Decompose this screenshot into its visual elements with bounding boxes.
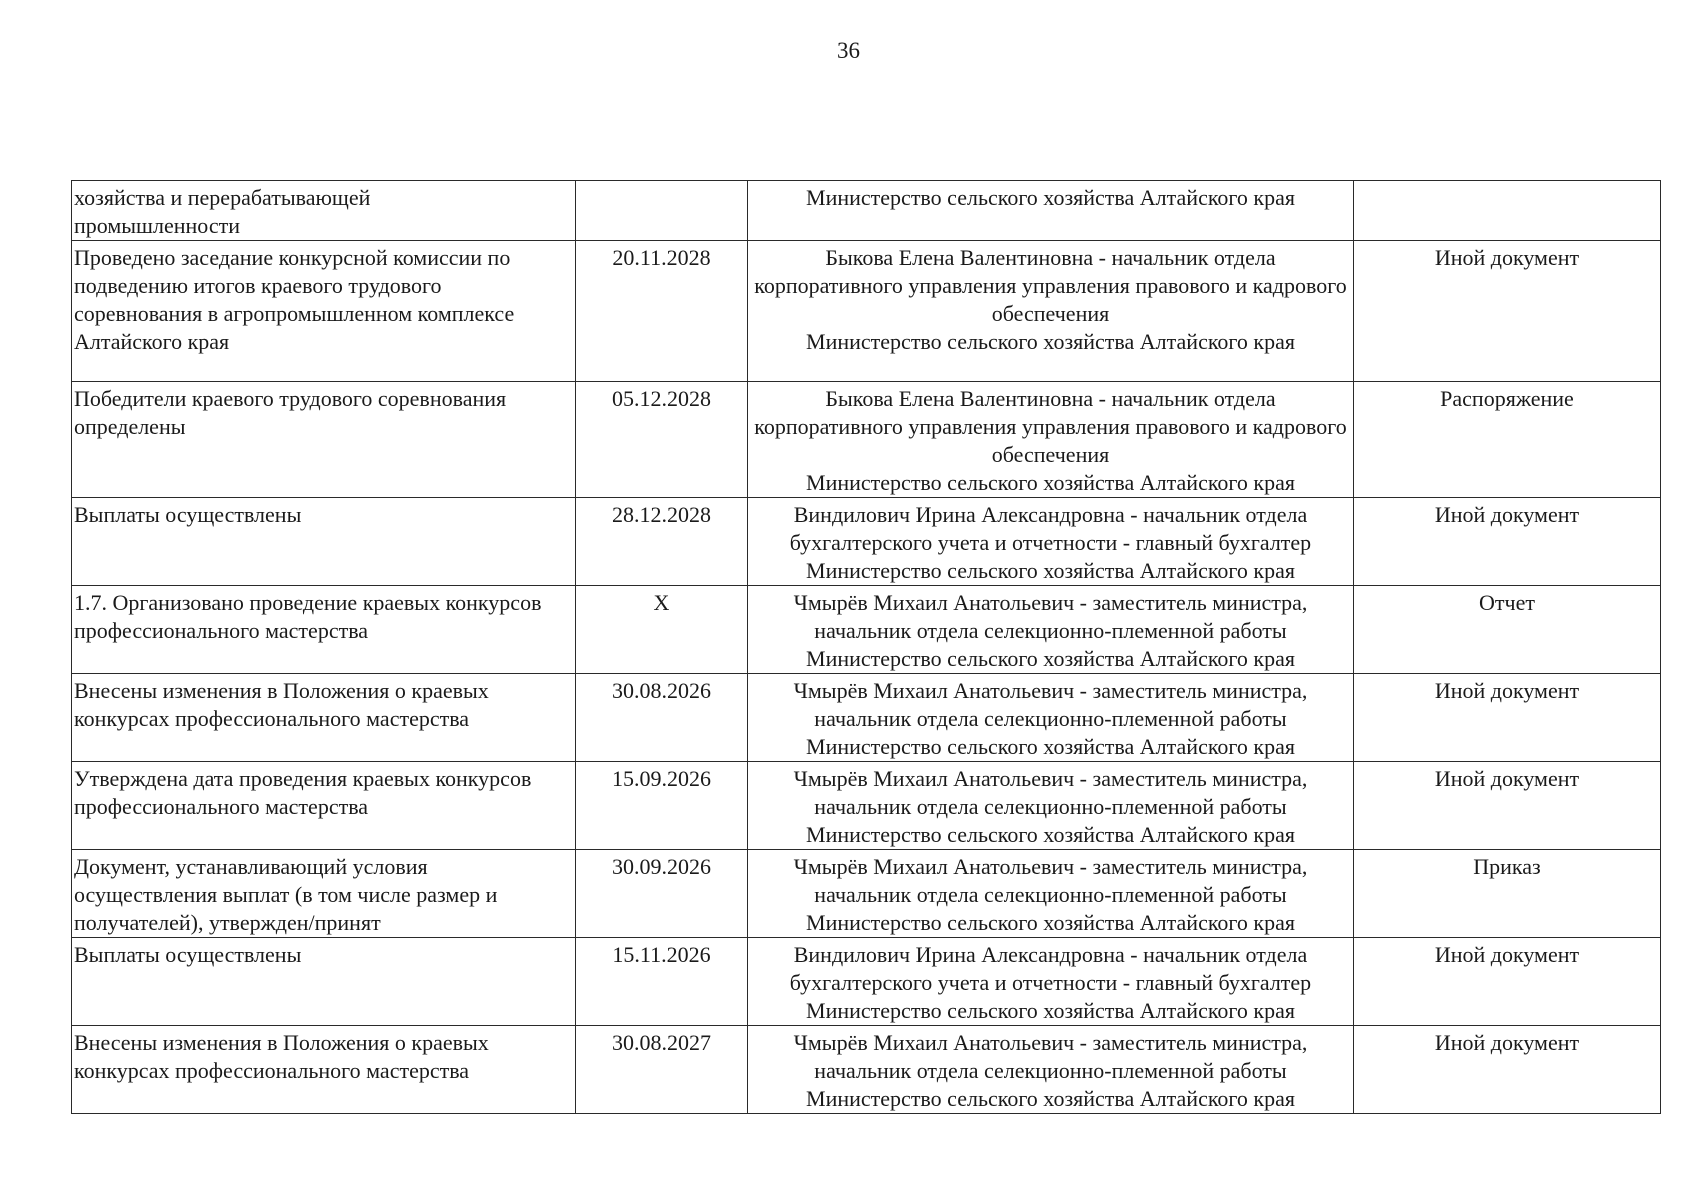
- task-cell: 1.7. Организовано проведение краевых конкурсов профессионального мастерства: [72, 586, 576, 674]
- table-row: [72, 181, 1661, 241]
- responsible-cell: Чмырёв Михаил Анатольевич - заместитель министра, начальник отдела селекционно-племенной работы Министерство сельского хозяйства Алтайского края: [748, 586, 1354, 674]
- document-type-cell: Иной документ: [1354, 241, 1661, 382]
- document-type-cell: Иной документ: [1354, 938, 1661, 1026]
- responsible-cell: Чмырёв Михаил Анатольевич - заместитель министра, начальник отдела селекционно-племенной работы Министерство сельского хозяйства Алтайского края: [748, 762, 1354, 850]
- date-cell: 30.08.2027: [576, 1026, 748, 1114]
- table-row: [72, 382, 1661, 498]
- plan-table: [71, 180, 1661, 1114]
- date-cell: 28.12.2028: [576, 498, 748, 586]
- task-cell: Победители краевого трудового соревнования определены: [72, 382, 576, 498]
- date-cell: 15.09.2026: [576, 762, 748, 850]
- document-type-cell: Приказ: [1354, 850, 1661, 938]
- table-row: [72, 498, 1661, 586]
- responsible-cell: Виндилович Ирина Александровна - начальник отдела бухгалтерского учета и отчетности - главный бухгалтер Министерство сельского хозяйства Алтайского края: [748, 498, 1354, 586]
- responsible-cell: Чмырёв Михаил Анатольевич - заместитель министра, начальник отдела селекционно-племенной работы Министерство сельского хозяйства Алтайского края: [748, 1026, 1354, 1114]
- document-type-cell: Иной документ: [1354, 1026, 1661, 1114]
- table-row: [72, 241, 1661, 382]
- document-type-cell: Иной документ: [1354, 498, 1661, 586]
- responsible-cell: Чмырёв Михаил Анатольевич - заместитель министра, начальник отдела селекционно-племенной работы Министерство сельского хозяйства Алтайского края: [748, 850, 1354, 938]
- page-number: 36: [837, 38, 860, 63]
- table-row: [72, 762, 1661, 850]
- task-cell: Выплаты осуществлены: [72, 938, 576, 1026]
- table-row: [72, 938, 1661, 1026]
- date-cell: 20.11.2028: [576, 241, 748, 382]
- task-cell: Проведено заседание конкурсной комиссии по подведению итогов краевого трудового соревнования в агропромышленном комплексе Алтайского края: [72, 241, 576, 382]
- task-cell: Внесены изменения в Положения о краевых конкурсах профессионального мастерства: [72, 1026, 576, 1114]
- document-type-cell: Распоряжение: [1354, 382, 1661, 498]
- date-cell: 05.12.2028: [576, 382, 748, 498]
- date-cell: 30.08.2026: [576, 674, 748, 762]
- document-type-cell: Иной документ: [1354, 674, 1661, 762]
- task-cell: Утверждена дата проведения краевых конкурсов профессионального мастерства: [72, 762, 576, 850]
- responsible-cell: Министерство сельского хозяйства Алтайского края: [748, 181, 1354, 241]
- table-row: [72, 586, 1661, 674]
- responsible-cell: Виндилович Ирина Александровна - начальник отдела бухгалтерского учета и отчетности - главный бухгалтер Министерство сельского хозяйства Алтайского края: [748, 938, 1354, 1026]
- task-cell: хозяйства и перерабатывающей промышленности: [72, 181, 576, 241]
- table-row: [72, 850, 1661, 938]
- task-cell: Документ, устанавливающий условия осуществления выплат (в том числе размер и получателей), утвержден/принят: [72, 850, 576, 938]
- responsible-cell: Быкова Елена Валентиновна - начальник отдела корпоративного управления управления правового и кадрового обеспечения Министерство сельского хозяйства Алтайского края: [748, 241, 1354, 382]
- task-cell: Внесены изменения в Положения о краевых конкурсах профессионального мастерства: [72, 674, 576, 762]
- responsible-cell: Быкова Елена Валентиновна - начальник отдела корпоративного управления управления правового и кадрового обеспечения Министерство сельского хозяйства Алтайского края: [748, 382, 1354, 498]
- document-type-cell: [1354, 181, 1661, 241]
- responsible-cell: Чмырёв Михаил Анатольевич - заместитель министра, начальник отдела селекционно-племенной работы Министерство сельского хозяйства Алтайского края: [748, 674, 1354, 762]
- document-type-cell: Отчет: [1354, 586, 1661, 674]
- table-row: [72, 1026, 1661, 1114]
- task-cell: Выплаты осуществлены: [72, 498, 576, 586]
- date-cell: 30.09.2026: [576, 850, 748, 938]
- date-cell: 15.11.2026: [576, 938, 748, 1026]
- date-cell: [576, 181, 748, 241]
- date-cell: X: [576, 586, 748, 674]
- document-type-cell: Иной документ: [1354, 762, 1661, 850]
- table-row: [72, 674, 1661, 762]
